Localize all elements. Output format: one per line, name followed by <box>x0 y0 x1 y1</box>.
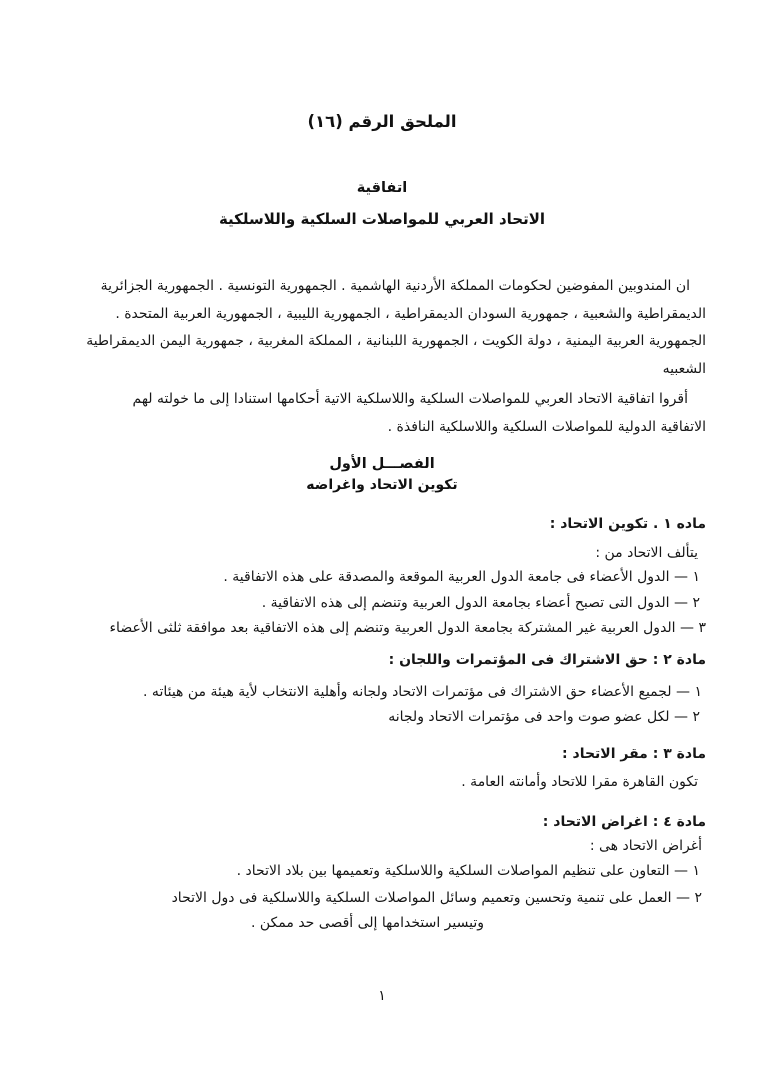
chapter-subtitle: تكوين الاتحاد واغراضه <box>306 477 458 493</box>
article-3-heading: مادة ٣ : مقر الاتحاد : <box>562 746 706 762</box>
agreement-title: اتفاقية <box>356 180 408 196</box>
article-4-item: ١ — التعاون على تنظيم المواصلات السلكية واللاسلكية وتعميمها بين بلاد الاتحاد . <box>236 863 700 879</box>
preamble-line: الديمقراطية والشعبية ، جمهورية السودان الديمقراطية ، الجمهورية الليبية ، الجمهورية العربية المتحدة . <box>115 306 706 322</box>
preamble-line: الاتفاقية الدولية للمواصلات السلكية واللاسلكية النافذة . <box>387 419 706 435</box>
article-1-heading: ماده ١ . تكوين الاتحاد : <box>549 516 706 532</box>
chapter-title: الفصـــل الأول <box>329 456 435 472</box>
preamble-line: الجمهورية العربية اليمنية ، دولة الكويت ، الجمهورية اللبنانية ، المملكة المغربية ، جمهورية اليمن الديمقراطية <box>86 333 706 349</box>
article-3-body: تكون القاهرة مقرا للاتحاد وأمانته العامة . <box>461 774 698 790</box>
article-4-intro: أغراض الاتحاد هى : <box>589 838 702 854</box>
page-number: ١ <box>378 988 386 1004</box>
article-4-item-continuation: وتيسير استخدامها إلى أقصى حد ممكن . <box>250 915 484 931</box>
article-4-item: ٢ — العمل على تنمية وتحسين وتعميم وسائل المواصلات السلكية واللاسلكية فى دول الاتحاد <box>171 890 702 906</box>
article-2-heading: مادة ٢ : حق الاشتراك فى المؤتمرات واللجان : <box>388 652 706 668</box>
article-2-item: ٢ — لكل عضو صوت واحد فى مؤتمرات الاتحاد ولجانه <box>388 709 700 725</box>
article-1-intro: يتألف الاتحاد من : <box>595 545 698 561</box>
article-4-heading: مادة ٤ : اغراض الاتحاد : <box>542 814 706 830</box>
preamble-line: أقروا اتفاقية الاتحاد العربي للمواصلات السلكية واللاسلكية الاتية أحكامها استنادا إلى ما خولته لهم <box>132 391 688 407</box>
preamble-line: الشعبيه <box>662 361 706 377</box>
preamble-line: ان المندوبين المفوضين لحكومات المملكة الأردنية الهاشمية . الجمهورية التونسية . الجمهورية الجزائرية <box>100 278 690 294</box>
article-2-item: ١ — لجميع الأعضاء حق الاشتراك فى مؤتمرات الاتحاد ولجانه وأهلية الانتخاب لأية هيئة من هيئاته . <box>143 684 702 700</box>
article-1-item: ١ — الدول الأعضاء فى جامعة الدول العربية الموقعة والمصدقة على هذه الاتفاقية . <box>223 569 700 585</box>
article-1-item: ٣ — الدول العربية غير المشتركة بجامعة الدول العربية وتنضم إلى هذه الاتفاقية بعد موافقة ثلثى الأعضاء <box>109 620 706 636</box>
appendix-title: الملحق الرقم (١٦) <box>307 112 457 131</box>
article-1-item: ٢ — الدول التى تصبح أعضاء بجامعة الدول العربية وتنضم إلى هذه الاتفاقية . <box>261 595 700 611</box>
union-name: الاتحاد العربي للمواصلات السلكية واللاسلكية <box>218 210 546 228</box>
